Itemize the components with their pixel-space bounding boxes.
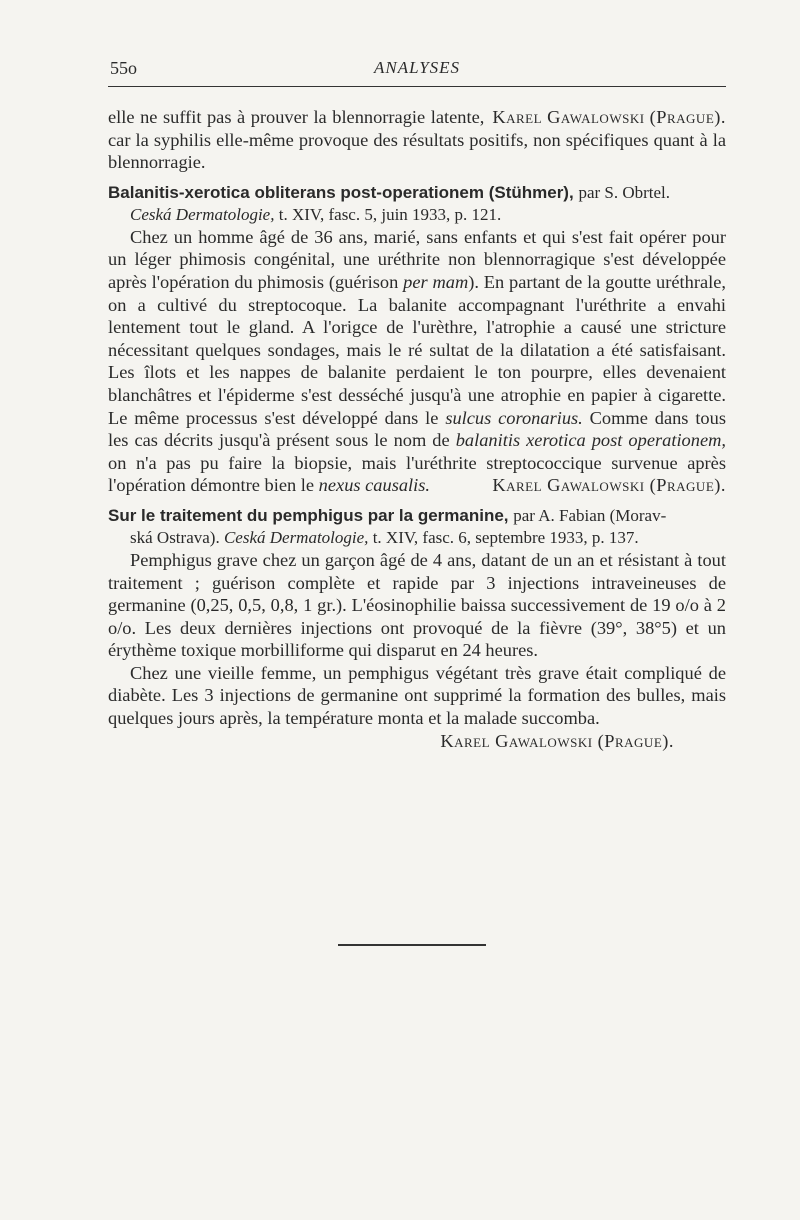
article-2-paragraph-1: Pemphigus grave chez un garçon âgé de 4 ans, datant de un an et résistant à tout traitement ; guérison complète et rapide par 3 injections intraveineuses de germanine (0,25, 0,5, 0,8, 1 gr.). L'éosinophilie baissa successivement de 19 o/o à 2 o/o. Les deux dernières injections ont provoqué de la fièvre (39°, 38°5) et un érythème toxique morbilliforme qui disparut en 24 heures. xyxy=(108,549,726,661)
article-1-body-italic-3: balanitis xerotica post operationem, xyxy=(455,430,726,451)
page-number: 55o xyxy=(110,58,137,78)
continuation-text: elle ne suffit pas à prouver la blennorragie latente, car la syphilis elle-même provoque des résultats positifs, non spécifiques quant à la blennorragie. xyxy=(108,107,726,173)
article-2-author: par A. Fabian (Morav- xyxy=(513,505,667,525)
article-1-body-part-2: ). En partant de la goutte uréthrale, on a cultivé du streptocoque. La balanite accompagnant l'uréthrite a envahi lentement tout le gland. A l'origce de l'urèthre, l'atrophie a causé une stricture nécessitant quelques sondages, mais le ré sultat de la dilatation a été satisfaisant. Les îlots et les nappes de balanite perdaient le ton pourpre, elles devenaient blanchâtres et l'épiderme s'est desséché jusqu'à une atrophie en papier à cigarette. Le même processus s'est développé dans le xyxy=(108,271,726,428)
article-1-title-text: Balanitis-xerotica obliterans post-operationem (Stühmer), xyxy=(108,182,574,202)
article-1-citation xyxy=(108,204,726,226)
page-content xyxy=(108,106,726,752)
article-2-paragraph-2: Chez une vieille femme, un pemphigus végétant très grave était compliqué de diabète. Les 3 injections de germanine ont supprimé la formation des bulles, mais quelques jours après, la température monta et la malade succomba. xyxy=(108,662,726,729)
article-2-citation xyxy=(108,527,726,549)
continuation-signature: Karel Gawalowski (Prague). xyxy=(492,107,726,127)
article-1-body-italic-4: nexus causalis. xyxy=(318,475,431,496)
article-1-signature: Karel Gawalowski (Prague). xyxy=(492,475,726,496)
continuation-paragraph xyxy=(108,106,726,174)
article-1-title xyxy=(108,182,726,204)
header-rule xyxy=(108,86,726,87)
article-2-journal: Ceská Dermatologie, xyxy=(223,527,369,547)
running-title: ANALYSES xyxy=(373,58,461,77)
article-1-body-italic-2: sulcus coronarius. xyxy=(445,407,583,428)
article-1-body-part-1: Chez un homme âgé de 36 ans, marié, sans enfants et qui s'est fait opérer pour un léger phimosis congénital, une uréthrite non blennorragique s'est développée après l'opération du phimosis (guérison xyxy=(108,226,726,292)
article-1-author: par S. Obrtel. xyxy=(578,182,671,202)
article-1-journal: Ceská Dermatologie, xyxy=(130,204,275,224)
page-header xyxy=(108,58,726,84)
article-2-title-text: Sur le traitement du pemphigus par la germanine, xyxy=(108,505,509,525)
article-1-body-part-4: on n'a pas pu faire la biopsie, mais l'uréthrite streptococcique survenue après l'opération démontre bien le xyxy=(108,452,726,496)
article-1-body xyxy=(108,226,726,497)
article-2-signature: Karel Gawalowski (Prague). xyxy=(440,730,674,751)
article-2-citation-details: t. XIV, fasc. 6, septembre 1933, p. 137. xyxy=(372,527,639,547)
article-1-citation-details: t. XIV, fasc. 5, juin 1933, p. 121. xyxy=(278,204,502,224)
article-2-author-cont: ská Ostrava). xyxy=(130,527,220,547)
end-rule xyxy=(338,944,486,946)
article-1-body-part-3: Comme dans tous les cas décrits jusqu'à présent sous le nom de xyxy=(108,407,726,451)
article-2-title xyxy=(108,505,726,527)
article-1-body-italic-1: per mam xyxy=(403,271,469,292)
